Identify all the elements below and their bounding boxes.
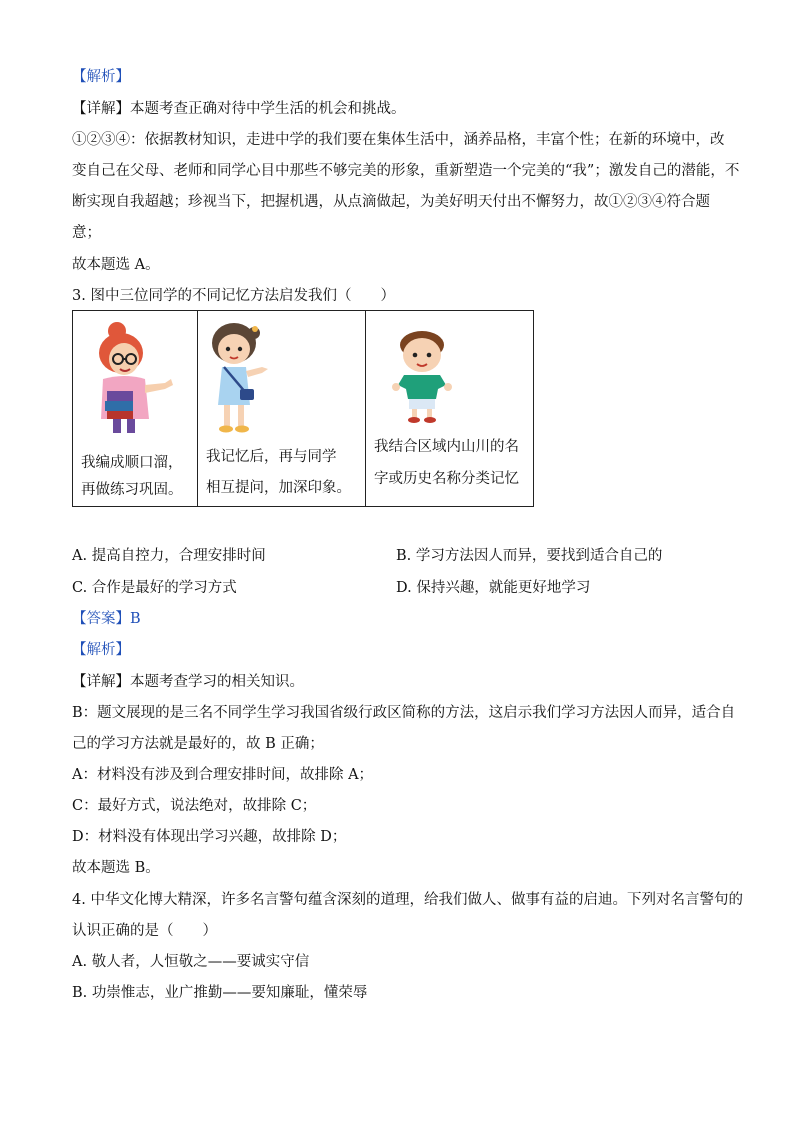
body-line: D：材料没有体现出学习兴趣，故排除 D； — [72, 829, 347, 845]
body-line: ①②③④：依据教材知识，走进中学的我们要在集体生活中，涵养品格，丰富个性；在新的环境中，改 — [72, 132, 725, 148]
option-d: D. 保持兴趣，就能更好地学习 — [396, 580, 591, 596]
girl-illustration — [202, 319, 282, 437]
cell-caption: 相互提问，加深印象。 — [206, 480, 351, 496]
body-line: 意； — [72, 225, 101, 241]
option-c: C. 合作是最好的学习方式 — [72, 580, 237, 596]
illustration-table — [72, 310, 534, 507]
body-line: 变自己在父母、老师和同学心目中那些不够完美的形象，重新塑造一个完美的“我”；激发自己的潜能，不 — [72, 163, 740, 179]
body-line: 己的学习方法就是最好的，故 B 正确； — [72, 736, 324, 752]
body-line: A：材料没有涉及到合理安排时间，故排除 A； — [72, 767, 374, 783]
option-a: A. 敬人者，人恒敬之——要诚实守信 — [72, 954, 310, 970]
question-stem: 认识正确的是（ ） — [72, 923, 217, 939]
cell-caption: 我记忆后，再与同学 — [206, 449, 337, 465]
body-line: C：最好方式，说法绝对，故排除 C； — [72, 798, 317, 814]
option-a: A. 提高自控力，合理安排时间 — [72, 548, 266, 564]
body-line: B：题文展现的是三名不同学生学习我国省级行政区简称的方法，这启示我们学习方法因人而异，适合自 — [72, 705, 736, 721]
question-stem: 4. 中华文化博大精深，许多名言警句蕴含深刻的道理，给我们做人、做事有益的启迪。下列对名言警句的 — [72, 892, 743, 908]
detail-line: 【详解】本题考查学习的相关知识。 — [72, 674, 304, 690]
cell-caption: 字或历史名称分类记忆 — [374, 471, 519, 487]
body-line: 故本题选 B。 — [72, 860, 160, 876]
table-cell — [198, 311, 366, 506]
teacher-girl-illustration — [81, 319, 181, 437]
body-line: 断实现自我超越；珍视当下，把握机遇，从点滴做起，为美好明天付出不懈努力，故①②③④符合题 — [72, 194, 710, 210]
table-cell — [73, 311, 198, 506]
cell-caption: 再做练习巩固。 — [81, 482, 183, 498]
boy-illustration — [386, 327, 462, 423]
option-b: B. 功崇惟志，业广推勤——要知廉耻，懂荣辱 — [72, 985, 368, 1001]
option-b: B. 学习方法因人而异，要找到适合自己的 — [396, 548, 663, 564]
table-cell — [366, 311, 533, 506]
detail-line: 【详解】本题考查正确对待中学生活的机会和挑战。 — [72, 101, 406, 117]
cell-caption: 我编成顺口溜， — [81, 455, 183, 471]
answer-label: 【答案】B — [72, 611, 141, 627]
conclusion: 故本题选 A。 — [72, 257, 160, 273]
analysis-label: 【解析】 — [72, 69, 130, 85]
question-stem: 3. 图中三位同学的不同记忆方法启发我们（ ） — [72, 288, 395, 304]
analysis-label: 【解析】 — [72, 642, 130, 658]
cell-caption: 我结合区域内山川的名 — [374, 439, 519, 455]
